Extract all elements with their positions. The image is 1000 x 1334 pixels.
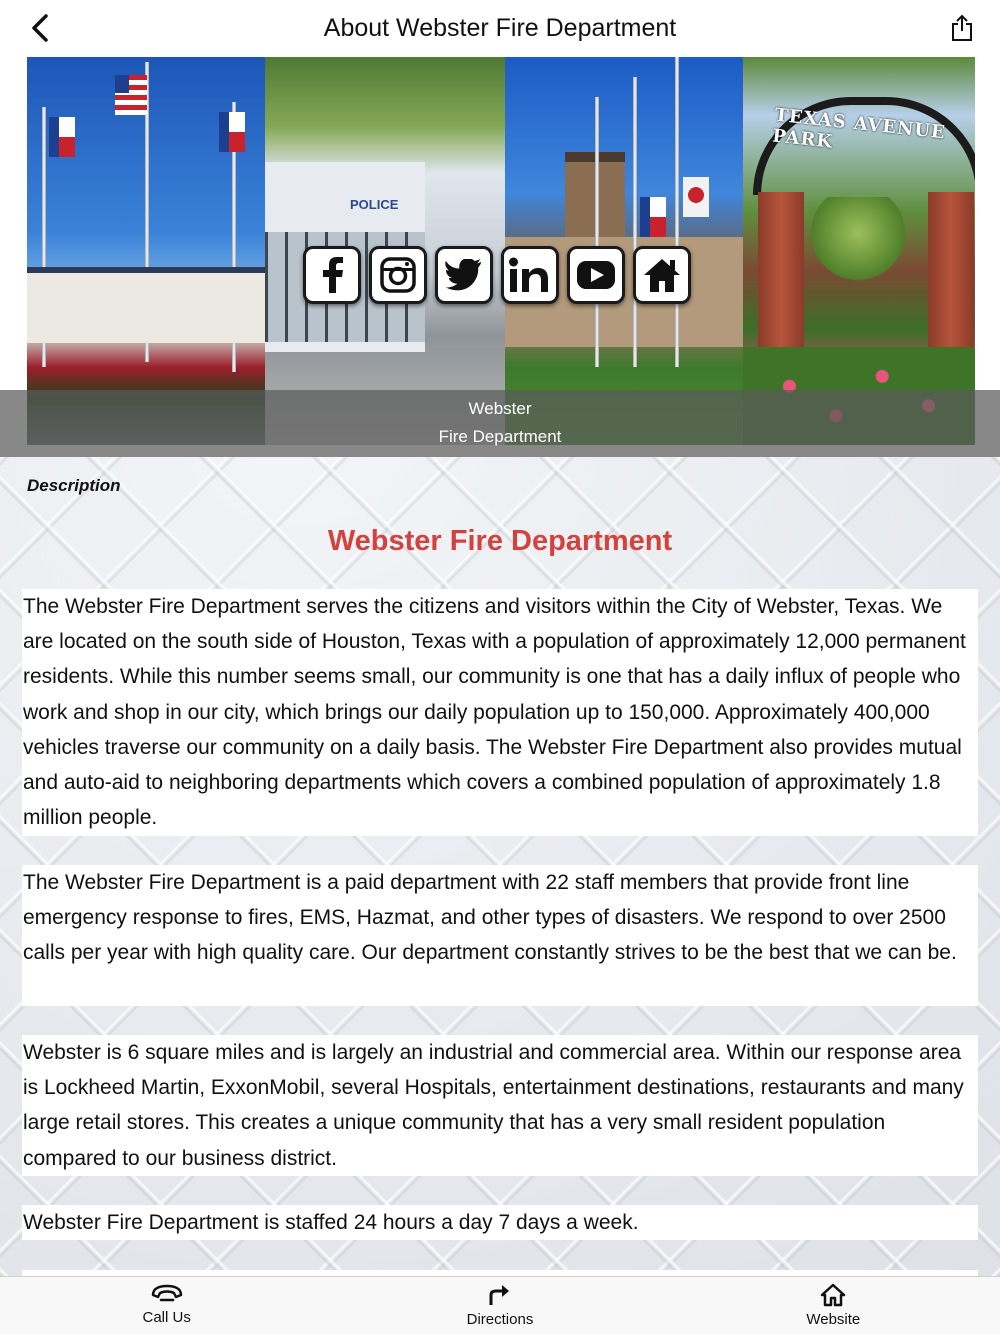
directions-arrow-icon — [487, 1283, 513, 1307]
call-us-label: Call Us — [142, 1309, 191, 1326]
twitter-icon — [445, 259, 483, 291]
website-tab[interactable] — [667, 1277, 1000, 1334]
linkedin-button[interactable] — [501, 246, 559, 304]
phone-icon — [150, 1283, 184, 1305]
twitter-button[interactable] — [435, 246, 493, 304]
texas-flag-icon — [49, 117, 75, 157]
police-sign: POLICE — [350, 197, 399, 212]
paragraph: The Webster Fire Department is a paid department with 22 staff members that provide front line emergency response to fires, EMS, Hazmat, and other types of disasters. We respond to over 2500 calls per year with high quality care. Our department constantly strives to be the best that we can be. — [22, 865, 978, 1006]
texas-flag-icon — [640, 197, 666, 237]
directions-tab[interactable] — [333, 1277, 666, 1334]
linkedin-icon — [508, 256, 552, 294]
directions-label: Directions — [466, 1311, 534, 1328]
hero-caption — [0, 395, 1000, 451]
website-label: Website — [806, 1311, 861, 1328]
hero-banner — [0, 57, 1000, 457]
paragraph: Webster Fire Department is staffed 24 hours a day 7 days a week. — [22, 1205, 978, 1240]
navigation-bar — [0, 0, 1000, 57]
hero-photo-flags — [27, 57, 265, 445]
instagram-icon — [380, 257, 416, 293]
bottom-tab-bar — [0, 1276, 1000, 1334]
us-flag-icon — [115, 75, 147, 115]
youtube-icon — [576, 260, 616, 290]
caption-line-2: Fire Department — [438, 427, 562, 446]
park-sign: TEXAS AVENUE PARK — [771, 104, 947, 153]
share-icon — [950, 14, 974, 42]
caption-line-1: Webster — [468, 399, 532, 418]
texas-flag-icon — [219, 112, 245, 152]
paragraph: Webster is 6 square miles and is largely an industrial and commercial area. Within our response area is Lockheed Martin, ExxonMobil, several Hospitals, entertainment destinations, restaurants and many large retail stores. This creates a unique community that has a very small resident population compared to our business district. — [22, 1035, 978, 1176]
page-title: About Webster Fire Department — [323, 14, 677, 42]
section-label: Description — [27, 476, 121, 495]
instagram-button[interactable] — [369, 246, 427, 304]
content-heading: Webster Fire Department — [327, 525, 673, 557]
share-button[interactable] — [944, 10, 980, 46]
website-button[interactable] — [633, 246, 691, 304]
hero-photo-park — [743, 57, 975, 445]
home-icon — [820, 1283, 846, 1307]
youtube-button[interactable] — [567, 246, 625, 304]
facebook-button[interactable] — [303, 246, 361, 304]
department-flag-icon — [683, 177, 709, 217]
paragraph: The Webster Fire Department serves the citizens and visitors within the City of Webster, Texas. We are located on the south side of Houston, Texas with a population of approximately 12,000 permanent residents. While this number seems small, our community is one that has a daily influx of people who work and shop in our city, which brings our daily population up to 150,000. Approximately 400,000 vehicles traverse our community on a daily basis. The Webster Fire Department also provides mutual and auto-aid to neighboring departments which covers a combined population of approximately 1.8 million people. — [22, 589, 978, 836]
back-button[interactable] — [22, 10, 58, 46]
call-us-tab[interactable] — [0, 1277, 333, 1334]
social-links — [303, 246, 691, 304]
home-icon — [642, 257, 682, 293]
facebook-icon — [317, 256, 347, 294]
chevron-left-icon — [29, 13, 51, 43]
